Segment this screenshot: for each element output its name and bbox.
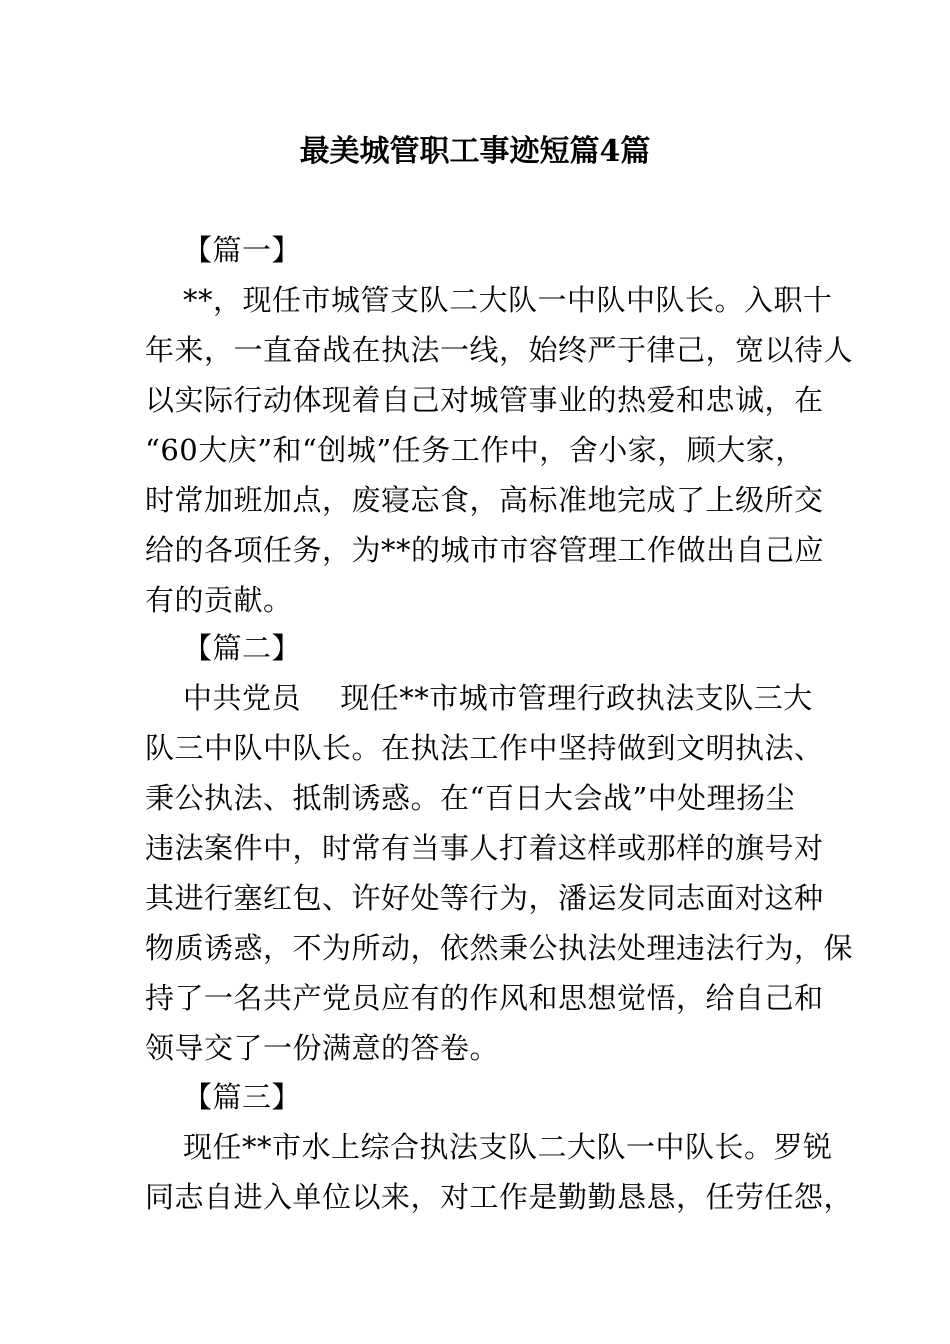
paragraph-line: **，现任市城管支队二大队一中队中队长。入职十: [183, 283, 833, 317]
paragraph-line: 时常加班加点，废寝忘食，高标准地完成了上级所交: [145, 483, 824, 517]
paragraph-line: 年来，一直奋战在执法一线，始终严于律己，宽以待人: [145, 333, 854, 367]
paragraph-line: 违法案件中，时常有当事人打着这样或那样的旗号对: [145, 831, 824, 865]
paragraph-line: 有的贡献。: [145, 583, 293, 617]
paragraph-line: 其进行塞红包、许好处等行为，潘运发同志面对这种: [145, 881, 824, 915]
paragraph-line: 物质诱惑，不为所动，依然秉公执法处理违法行为，保: [145, 931, 854, 965]
section-heading-3: 【篇三】: [183, 1080, 302, 1114]
paragraph-line: “60大庆”和“创城”任务工作中，舍小家，顾大家，: [145, 433, 805, 467]
paragraph-line: 队三中队中队长。在执法工作中坚持做到文明执法、: [145, 731, 824, 765]
document-title: 最美城管职工事迹短篇4篇: [299, 134, 651, 169]
paragraph-line: 以实际行动体现着自己对城管事业的热爱和忠诚，在: [145, 383, 824, 417]
paragraph-line: 中共党员 现任**市城市管理行政执法支队三大: [183, 681, 813, 715]
paragraph-line: 持了一名共产党员应有的作风和思想觉悟，给自己和: [145, 981, 824, 1015]
section-heading-2: 【篇二】: [183, 631, 302, 665]
paragraph-line: 给的各项任务，为**的城市市容管理工作做出自己应: [145, 533, 825, 567]
paragraph-line: 同志自进入单位以来，对工作是勤勤恳恳，任劳任怨，: [145, 1180, 854, 1214]
paragraph-line: 现任**市水上综合执法支队二大队一中队长。罗锐: [183, 1130, 833, 1164]
paragraph-line: 领导交了一份满意的答卷。: [145, 1031, 500, 1065]
section-heading-1: 【篇一】: [183, 233, 302, 267]
paragraph-line: 秉公执法、抵制诱惑。在“百日大会战”中处理扬尘: [145, 781, 796, 815]
